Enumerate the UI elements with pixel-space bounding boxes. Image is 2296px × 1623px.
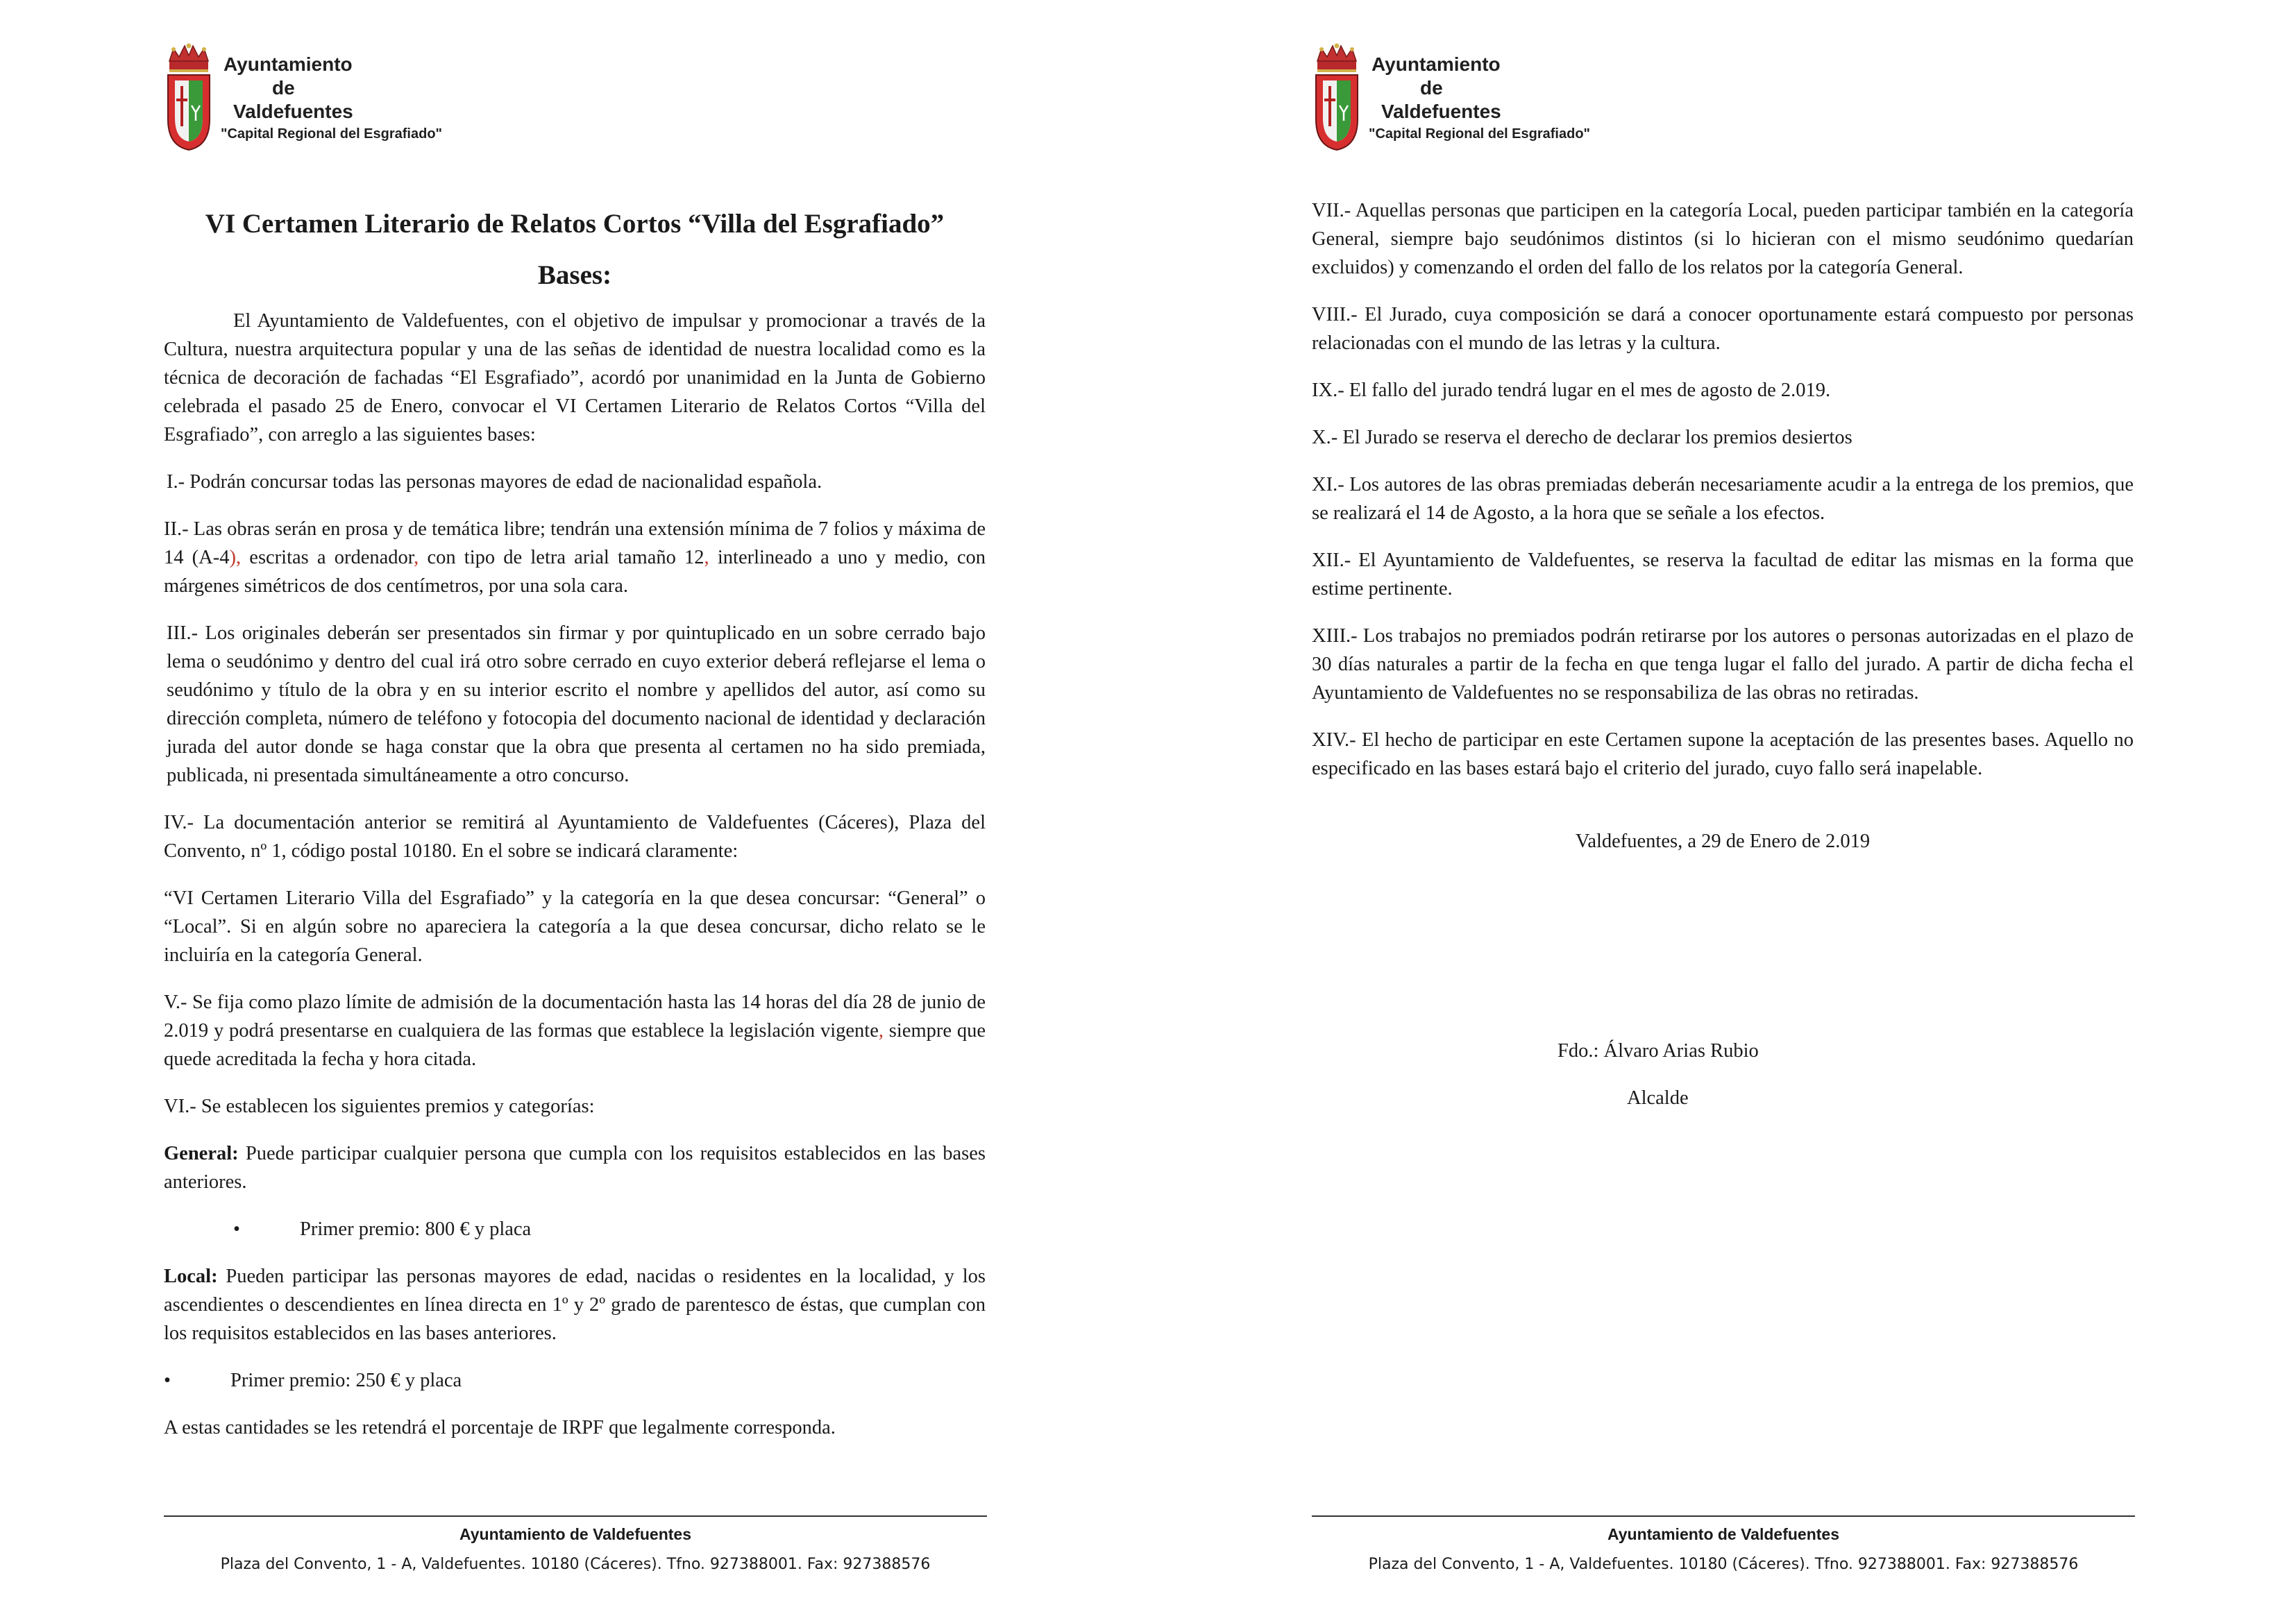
footer-address: Plaza del Convento, 1 - A, Valdefuentes. 10180 (Cáceres). Tfno. 927388001. Fax: 927388576 [1368, 1556, 2079, 1573]
letterhead-line-2: de [272, 77, 295, 99]
letterhead-line-3: Valdefuentes [1381, 101, 1501, 122]
base-1: I.- Podrán concursar todas las personas mayores de edad de nacionalidad española. [167, 471, 822, 493]
base-4: IV.- La documentación anterior se remitirá al Ayuntamiento de Valdefuentes (Cáceres), Plaza del Convento, nº 1, código postal 10180. En el sobre se indicará claramente: [164, 812, 986, 862]
category-local [164, 1262, 986, 1348]
letterhead-line-2: de [1420, 77, 1443, 99]
general-prize-item [164, 1215, 986, 1243]
base-5 [164, 988, 986, 1073]
document-subtitle: Bases: [537, 260, 612, 290]
base-2-text-c: escritas a ordenador [249, 547, 414, 568]
base-4-quote: “VI Certamen Literario Villa del Esgrafiado” y la categoría en la que desea concursar: “General” o “Local”. Si en algún sobre no apareciera la categoría a la que desea concursar, dicho relato se le incluiría en la categoría General. [164, 887, 986, 966]
irpf-note: A estas cantidades se les retendrá el porcentaje de IRPF que legalmente corresponda. [164, 1417, 836, 1438]
letterhead [1312, 43, 1617, 154]
base-5-text-b: , [878, 1020, 884, 1042]
document-title: VI Certamen Literario de Relatos Cortos “Villa del Esgrafiado” [205, 209, 945, 239]
base-2-text-a: II.- Las obras serán en prosa y de temática libre; tendrán una extensión mínima de 7 folios y máxima de 14 (A-4 [164, 518, 986, 568]
base-7: VII.- Aquellas personas que participen en la categoría Local, pueden participar también en la categoría General, siempre bajo seudónimos distintos (si lo hicieran con el mismo seudónimo quedarían excluidos) y comenzando el orden del fallo de los relatos por la categoría General. [1312, 200, 2134, 278]
base-9: IX.- El fallo del jurado tendrá lugar en el mes de agosto de 2.019. [1312, 380, 1831, 401]
base-12: XII.- El Ayuntamiento de Valdefuentes, se reserva la facultad de editar las mismas en la forma que estime pertinente. [1312, 550, 2134, 600]
base-2 [164, 515, 986, 600]
letterhead-motto: "Capital Regional del Esgrafiado" [221, 126, 443, 142]
base-2-text-f: , [704, 547, 718, 568]
base-5-text-a: V.- Se fija como plazo límite de admisión de la documentación hasta las 14 horas del día 28 de junio de 2.019 y podrá presentarse en cualquiera de las formas que establece la legislación vigente [164, 992, 986, 1042]
base-2-text-b: ), [229, 547, 250, 568]
local-prize: Primer premio: 250 € y placa [230, 1370, 462, 1391]
general-text: Puede participar cualquier persona que cumpla con los requisitos establecidos en las bases anteriores. [164, 1143, 986, 1193]
left-content [164, 208, 986, 1461]
signing-date: Valdefuentes, a 29 de Enero de 2.019 [1575, 831, 1871, 852]
signature-position: Alcalde [1627, 1087, 1689, 1109]
local-label: Local: [164, 1266, 218, 1287]
base-2-text-d: , [414, 547, 428, 568]
right-content [1312, 196, 2134, 856]
bullet-icon: • [164, 1370, 171, 1391]
letterhead-line-3: Valdefuentes [233, 101, 353, 122]
base-3: III.- Los originales deberán ser presentados sin firmar y por quintuplicado en un sobre cerrado bajo lema o seudónimo y dentro del cual irá otro sobre cerrado en cuyo exterior deberá reflejarse el lema o seudónimo y título de la obra y en su interior escrito el nombre y apellidos del autor, así como su dirección completa, número de teléfono y fotocopia del documento nacional de identidad y declaración jurada del autor donde se haga constar que la obra que presenta al certamen no ha sido premiada, publicada, ni presentada simultáneamente a otro concurso. [167, 622, 986, 786]
footer-name: Ayuntamiento de Valdefuentes [1607, 1525, 1839, 1543]
bullet-icon: • [233, 1218, 240, 1240]
general-prize: Primer premio: 800 € y placa [300, 1218, 532, 1240]
signature-name: Fdo.: Álvaro Arias Rubio [1558, 1040, 1759, 1062]
base-8: VIII.- El Jurado, cuya composición se dará a conocer oportunamente estará compuesto por personas relacionadas con el mundo de las letras y la cultura. [1312, 304, 2134, 354]
letterhead [164, 43, 469, 154]
general-label: General: [164, 1143, 239, 1164]
footer-address: Plaza del Convento, 1 - A, Valdefuentes. 10180 (Cáceres). Tfno. 927388001. Fax: 927388576 [220, 1556, 931, 1573]
base-10: X.- El Jurado se reserva el derecho de declarar los premios desiertos [1312, 427, 1852, 448]
coat-of-arms-icon [1312, 43, 1362, 151]
footer-divider [1312, 1515, 2135, 1517]
base-6: VI.- Se establecen los siguientes premios y categorías: [164, 1096, 595, 1117]
letterhead-text [219, 53, 469, 143]
local-prize-item [164, 1366, 986, 1395]
letterhead-motto: "Capital Regional del Esgrafiado" [1369, 126, 1591, 142]
letterhead-line-1: Ayuntamiento [1371, 53, 1501, 75]
letterhead-text [1367, 53, 1617, 143]
base-13: XIII.- Los trabajos no premiados podrán retirarse por los autores o personas autorizadas en el plazo de 30 días naturales a partir de la fecha en que tenga lugar el fallo del jurado. A partir de dicha fecha el Ayuntamiento de Valdefuentes no se responsabiliza de las obras no retiradas. [1312, 625, 2134, 704]
coat-of-arms-icon [164, 43, 214, 151]
base-2-text-e: con tipo de letra arial tamaño 12 [427, 547, 704, 568]
letterhead-line-1: Ayuntamiento [223, 53, 353, 75]
intro-paragraph: El Ayuntamiento de Valdefuentes, con el objetivo de impulsar y promocionar a través de la Cultura, nuestra arquitectura popular y una de las señas de identidad de nuestra localidad como es la técnica de decoración de fachadas “El Esgrafiado”, acordó por unanimidad en la Junta de Gobierno celebrada el pasado 25 de Enero, convocar el VI Certamen Literario de Relatos Cortos “Villa del Esgrafiado”, con arreglo a las siguientes bases: [164, 310, 986, 445]
base-5-text-c: siempre que quede acreditada la fecha y hora citada. [164, 1020, 986, 1070]
base-14: XIV.- El hecho de participar en este Certamen supone la aceptación de las presentes bases. Aquello no especificado en las bases estará bajo el criterio del jurado, cuyo fallo será inapelable. [1312, 729, 2134, 779]
base-2-text-g: interlineado a uno y medio, con márgenes simétricos de dos centímetros, por una sola cara. [164, 547, 986, 597]
footer-name: Ayuntamiento de Valdefuentes [459, 1525, 691, 1543]
page-right [1148, 0, 2296, 1623]
category-general [164, 1139, 986, 1196]
local-text: Pueden participar las personas mayores de edad, nacidas o residentes en la localidad, y los ascendientes o descendientes en línea directa en 1º y 2º grado de parentesco de éstas, que cumplan con los requisitos establecidos en las bases anteriores. [164, 1266, 986, 1344]
footer-divider [164, 1515, 987, 1517]
base-11: XI.- Los autores de las obras premiadas deberán necesariamente acudir a la entrega de los premios, que se realizará el 14 de Agosto, a la hora que se señale a los efectos. [1312, 474, 2134, 524]
